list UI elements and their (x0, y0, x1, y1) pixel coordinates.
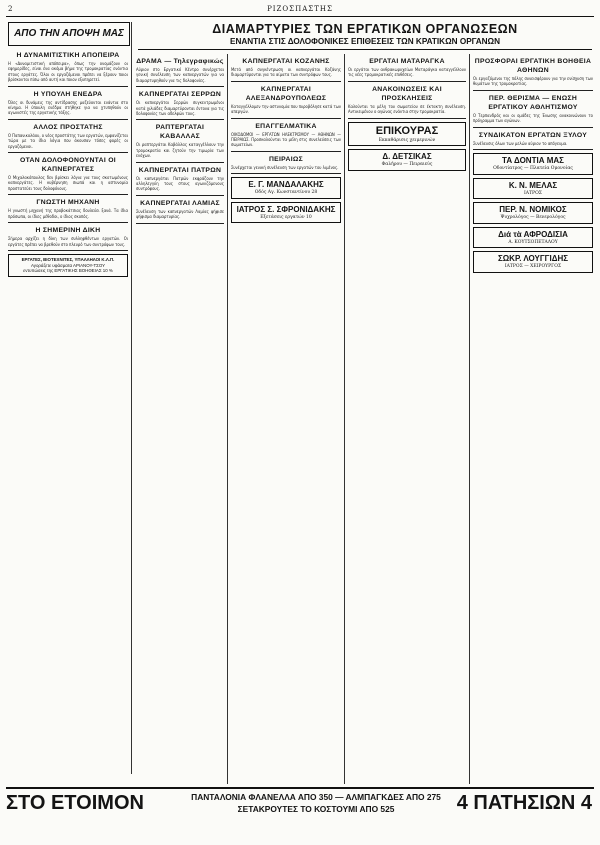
column-3 (231, 54, 341, 784)
footer-right-text: 4 ΠΑΤΗΣΙΩΝ 4 (456, 792, 592, 814)
section-rule (231, 151, 341, 152)
ad-name: ΠΕΡ. Ν. ΝΟΜΙΚΟΣ (499, 205, 567, 215)
ad-name: Δ. ΔΕΤΣΙΚΑΣ (382, 152, 432, 162)
section-rule (136, 162, 224, 163)
ad-name: ΙΑΤΡΟΣ Σ. ΣΦΡΟΝΙΔΑΚΗΣ (236, 204, 336, 214)
ad-sub: Φαλήρου — Πειραιεύς (381, 162, 433, 168)
classified-ad (473, 251, 593, 273)
footer-middle-line-1: ΠΑΝΤΑΛΟΝΙΑ ΦΛΑΝΕΛΛΑ ΑΠΟ 350 — ΑΛΜΠΑΓΚΔΕΣ ΑΠΟ 275 (191, 792, 441, 802)
section-rule (473, 90, 593, 91)
page-number: 2 (8, 5, 13, 13)
ad-detsikas (348, 149, 466, 171)
ad-sub: ΙΑΤΡΟΣ — ΧΕΙΡΟΥΡΓΟΣ (504, 264, 562, 270)
section-rule (231, 81, 341, 82)
ad-sub: Εξετάσεις εργατών 10 (260, 214, 312, 220)
column-divider (344, 54, 345, 784)
masthead: ΡΙΖΟΣΠΑΣΤΗΣ (267, 5, 333, 13)
article-body: Η γνωστή μηχανή της προβοκάτσιας δουλεύει ξανά. Τα ίδια πρόσωπα, οι ίδιες μέθοδοι, ο ίδιος σκοπός. (8, 208, 128, 219)
article-body: Σήμερα αρχίζει η δίκη των συλληφθέντων εργατών. Οι εργάτες πρέπει να βρεθούν στο πλευρό των συντρόφων τους. (8, 236, 128, 247)
page-header (6, 4, 594, 17)
article-title: ΓΝΩΣΤΗ ΜΗΧΑΝΗ (36, 199, 100, 207)
article-title: Η ΥΠΟΥΛΗ ΕΝΕΔΡΑ (33, 90, 103, 98)
ad-name: ΤΑ ΔΟΝΤΙΑ ΜΑΣ (502, 156, 564, 166)
article-body: Μετά από συγκέντρωση οι καπνεργάται Κοζάνης διαμαρτύρονται για τα αίματα των συντρόφων τους. (231, 67, 341, 78)
article-body: Συνέρχεται γενική συνέλευση των εργατών του λιμένος. (231, 164, 339, 170)
ad-name: Κ. Ν. ΜΕΛΑΣ (508, 180, 558, 190)
article-body: Ο Μιχαλακόπουλος δεν βρίσκει λόγια για τους σκοτωμένους καπνεργάτες. Η κυβέρνηση σιωπά και η αστυνομία προστατεύει τους δολοφόνους. (8, 175, 128, 191)
ad-sfronidakis (231, 202, 341, 224)
article-body: Συνέλευσις όλων των μελών αύριον το απόγευμα. (473, 140, 568, 146)
article-title: ΚΑΠΝΕΡΓΑΤΑΙ ΛΑΜΙΑΣ (140, 199, 220, 207)
ad-sub: Οδοντίατρος — Πλατεία Ομονοίας (493, 166, 573, 172)
article-body: Οι εργαζόμενοι της πόλης συνεισφέρουν για την ενίσχυση των θυμάτων της τρομοκρατίας. (473, 76, 593, 87)
article-title: ΑΝΑΚΟΙΝΩΣΕΙΣ ΚΑΙ ΠΡΟΣΚΛΗΣΕΙΣ (372, 85, 442, 102)
classified-ad (473, 202, 593, 224)
footer-middle (166, 791, 466, 815)
article-title: ΡΑΠΤΕΡΓΑΤΑΙ ΚΑΒΑΛΛΑΣ (155, 124, 205, 141)
ad-name: ΕΠΙΚΟΥΡΑΣ (375, 124, 439, 137)
ad-name: ΣΩΚΡ. ΛΟΥΓΓΙΔΗΣ (497, 254, 569, 264)
article-title: ΚΑΠΝΕΡΓΑΤΑΙ ΠΑΤΡΩΝ (138, 166, 222, 174)
section-rule (473, 127, 593, 128)
column-divider (131, 22, 132, 774)
section-rule (348, 81, 466, 82)
article-title: ΠΕΡ. ΘΕΡΙΣΜΑ — ΕΝΩΣΗ ΕΡΓΑΤΙΚΟΥ ΑΘΛΗΤΙΣΜΟΥ (488, 94, 578, 111)
article-title: ΟΤΑΝ ΔΟΛΟΦΟΝΟΥΝΤΑΙ ΟΙ ΚΑΠΝΕΡΓΑΤΕΣ (20, 157, 116, 174)
article-body: Οι καπνεργάται Σερρών συγκεντρωμένοι κατά χιλιάδες διαμαρτύρονται έντονα για τις δολοφονίες των αδελφών τους. (136, 100, 224, 117)
article-title: ΕΠΑΓΓΕΛΜΑΤΙΚΑ (255, 122, 317, 130)
main-headline (138, 22, 592, 50)
ad-sub: Α. ΚΟΥΤΣΟΠΕΤΑΛΟΥ (508, 239, 558, 245)
article-title: Η ΣΗΜΕΡΙΝΗ ΔΙΚΗ (35, 227, 101, 235)
article-title: Η ΔΥΝΑΜΙΤΙΣΤΙΚΗ ΑΠΟΠΕΙΡΑ (16, 52, 120, 59)
ad-sub: Εκκαθάρισις χειμερινών (378, 137, 436, 143)
ad-name: Ε. Γ. ΜΑΝΔΑΛΑΚΗΣ (248, 180, 324, 190)
ad-sub: Ψυχρολόγος — Βενερολόγος (500, 215, 566, 221)
section-rule (473, 149, 593, 150)
article-title: ΚΑΠΝΕΡΓΑΤΑΙ ΚΟΖΑΝΗΣ (242, 58, 330, 65)
classified-ad (473, 227, 593, 249)
section-rule (231, 173, 341, 174)
section-rule (231, 118, 341, 119)
ad-epikouras (348, 122, 466, 147)
article-title: ΕΡΓΑΤΑΙ ΜΑΤΑΡΑΓΚΑ (369, 58, 445, 65)
footer-left-text: ΣΤΟ ΕΤΟΙΜΟΝ (6, 792, 144, 814)
column-divider (227, 54, 228, 784)
ad-line: εντυπώσεις της ΕΡΓΑΤΙΚΗΣ ΒΟΗΘΕΙΑΣ 10 % (23, 268, 113, 274)
column-2 (136, 54, 224, 784)
article-body: Οι ραπτεργάται Καβάλλας καταγγέλλουν την τρομοκρατία και ζητούν την τιμωρία των ενόχων. (136, 142, 224, 159)
newspaper-page (6, 4, 594, 841)
section-rule (136, 86, 224, 87)
ad-line: Αγοράζετε υφάσματα ΑΡΙΑΝΟΥ-ΤΣΟΥ (30, 262, 106, 268)
article-body: Καλούνται τα μέλη του σωματείου σε έκτακτη συνέλευση. Αντικειμένου ο αγώνας ενάντια στην τρομοκρατία. (348, 103, 466, 115)
column-left (8, 48, 128, 784)
section-rule (136, 119, 224, 120)
opinion-banner: ΑΠΟ ΤΗΝ ΑΠΟΨΗ ΜΑΣ (8, 22, 130, 46)
section-rule (136, 223, 224, 224)
classified-ad (473, 153, 593, 175)
column-right (473, 54, 593, 784)
ad-mandalakis (231, 177, 341, 199)
section-rule (348, 118, 466, 119)
section-rule (136, 195, 224, 196)
article-body: Συνέλευση των καπνεργατών Λαμίας ψήφισε ψήφισμα διαμαρτυρίας. (136, 208, 224, 220)
article-title: ΚΑΠΝΕΡΓΑΤΑΙ ΑΛΕΞΑΝΔΡΟΥΠΟΛΕΩΣ (245, 85, 327, 102)
column-divider (469, 54, 470, 784)
article-body: Ο Παπανικολάου, ο νέος προστάτης των εργατών, εμφανίζεται τώρα με τα ίδια λόγια που άκουσαν τόσες φορές οι εργαζόμενοι. (8, 132, 128, 149)
classified-ad (473, 178, 593, 200)
article-title: ΠΡΟΣΦΟΡΑΙ ΕΡΓΑΤΙΚΗ ΒΟΗΘΕΙΑ ΑΘΗΝΩΝ (474, 58, 592, 74)
article-body: Οι εργάται των ανθρακωρυχείων Ματαράγκα καταγγέλλουν τις νέες τρομοκρατικές επιθέσεις. (348, 67, 466, 78)
section-rule (8, 250, 128, 251)
section-rule (8, 194, 128, 195)
section-rule (8, 152, 128, 153)
ad-title: ΕΡΓΑΤΕΣ, ΒΙΟΤΕΧΝΙΤΕΣ, ΥΠΑΛΛΗΛΟΙ Κ.Λ.Π. (21, 256, 115, 262)
article-body: Ο Τερπανδρός και οι ομάδες της Ένωσης ανακοινώνουν το πρόγραμμα των αγώνων. (473, 112, 593, 124)
article-title: ΚΑΠΝΕΡΓΑΤΑΙ ΣΕΡΡΩΝ (138, 91, 222, 99)
column-4 (348, 54, 466, 784)
ad-name: Διά τὰ ΑΦΡΟΔΙΣΙΑ (498, 229, 568, 239)
article-body: Η «Δυναμιτιστική απόπειρα», όπως την ονομάζουν οι εφημερίδες, είναι ένα ακόμα βήμα της τρομοκρατίας ενάντια στους εργάτες. Όλοι οι εργαζόμενοι πρέπει να ξέρουν ποιοι βρίσκονται πίσω από αυτή και ποιον εξυπηρετεί. (8, 61, 128, 83)
ad-sub: Οδός Αγ. Κωνσταντίνου 28 (254, 190, 318, 196)
footer-middle-line-2: ΣΕΤΑΚΡΟΥΤΕΣ ΤΟ ΚΟΣΤΟΥΜΙ ΑΠΟ 525 (237, 804, 395, 814)
article-body: ΟΙΚΟΔΟΜΟΙ — ΕΡΓΑΤΩΝ ΗΛΕΚΤΡΙΣΜΟΥ — ΑΘΗΝΩΝ — ΠΕΙΡΑΙΩΣ. Προσκαλούνται τα μέλη στις συνελεύσεις των σωματείων. (231, 131, 341, 148)
article-title: ΑΛΛΟΣ ΠΡΟΣΤΑΤΗΣ (33, 123, 103, 131)
section-rule (8, 119, 128, 120)
article-body: Όλες οι δυνάμεις της αντίδρασης μαζεύονται ενάντια στο κίνημα. Η ύπουλη ενέδρα στήθηκε για να χτυπηθούν οι αγωνιστές της εργατικής τάξης. (8, 99, 128, 116)
article-body: Αύριον στο Εργατικό Κέντρο συνέρχεται γενική συνέλευση των καπνεργατών για να διαμαρτυρηθούν για τις δολοφονίες. (136, 67, 224, 83)
footer-advertisement (6, 787, 594, 835)
headline-line-2: ΕΝΑΝΤΙΑ ΣΤΙΣ ΔΟΛΟΦΟΝΙΚΕΣ ΕΠΙΘΕΣΕΙΣ ΤΩΝ ΚΡΑΤΙΚΩΝ ΟΡΓΑΝΩΝ (138, 37, 592, 50)
article-title: ΣΥΝΔΙΚΑΤΟΝ ΕΡΓΑΤΩΝ ΞΥΛΟΥ (478, 131, 588, 139)
article-body: Οι καπνεργάται Πατρών εκφράζουν την αλληλεγγύη τους στους αγωνιζόμενους συντρόφους. (136, 175, 224, 192)
ad-sub: ΙΑΤΡΟΣ (524, 190, 542, 196)
article-title: ΠΕΙΡΑΙΩΣ (268, 155, 304, 163)
article-body: Καταγγέλλομεν την αστυνομία που πυροβόλησε κατά των απεργών. (231, 103, 341, 115)
article-title: ΔΡΑΜΑ — Τηλεγραφικώς (136, 58, 224, 65)
headline-line-1: ΔΙΑΜΑΡΤΥΡΙΕΣ ΤΩΝ ΕΡΓΑΤΙΚΩΝ ΟΡΓΑΝΩΣΕΩΝ (212, 22, 518, 36)
section-rule (8, 86, 128, 87)
ad-box-arianoutsou (8, 254, 128, 277)
section-rule (8, 222, 128, 223)
